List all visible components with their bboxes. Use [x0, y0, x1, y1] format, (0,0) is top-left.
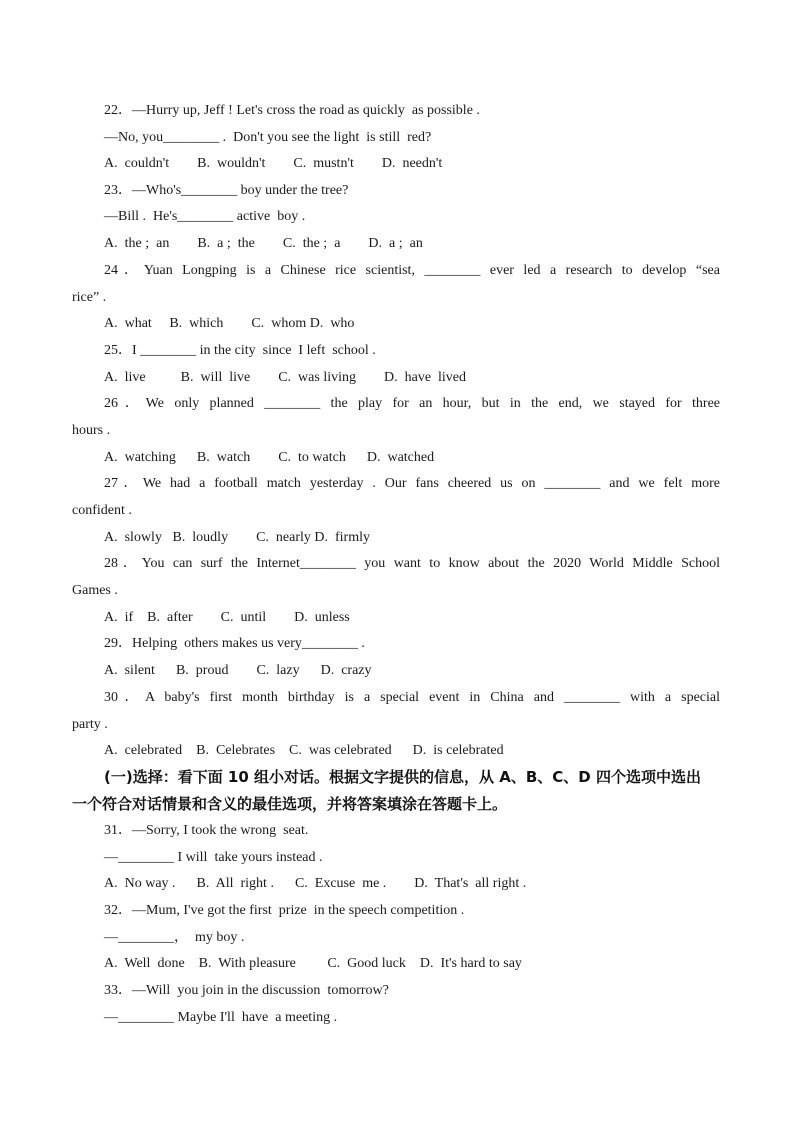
q23-reply: —Bill . He's________ active boy . — [104, 209, 306, 224]
q28-question: 28．You can surf the Internet________ you want to know about the 2020 World Middle School — [104, 556, 720, 571]
q23-options: A. the ; an B. a ; the C. the ; a D. a ; an — [104, 236, 423, 251]
q32-question: 32．—Mum, I've got the first prize in the speech competition . — [104, 903, 465, 918]
q24-options: A. what B. which C. whom D. who — [104, 316, 355, 331]
q33-reply: —________ Maybe I'll have a meeting . — [104, 1010, 338, 1025]
q30-question: 30．A baby's first month birthday is a special event in China and ________ with a special — [104, 690, 720, 705]
q32-reply: —________， my boy . — [104, 930, 245, 945]
q29-options: A. silent B. proud C. lazy D. crazy — [104, 663, 372, 678]
q31-reply: —________ I will take yours instead . — [104, 850, 323, 865]
q32-options: A. Well done B. With pleasure C. Good luck D. It's hard to say — [104, 956, 522, 971]
q28-options: A. if B. after C. until D. unless — [104, 610, 350, 625]
q22-reply: —No, you________ . Don't you see the light is still red? — [104, 130, 432, 145]
q27-question: 27．We had a football match yesterday . Our fans cheered us on ________ and we felt more — [104, 476, 720, 491]
q25-options: A. live B. will live C. was living D. have lived — [104, 370, 467, 385]
q26-options: A. watching B. watch C. to watch D. watched — [104, 450, 435, 465]
q30-options: A. celebrated B. Celebrates C. was celebrated D. is celebrated — [104, 743, 504, 758]
q31-question: 31．—Sorry, I took the wrong seat. — [104, 823, 309, 838]
q23-question: 23．—Who's________ boy under the tree? — [104, 183, 349, 198]
q24-question-cont: rice” . — [72, 290, 107, 305]
q26-question-cont: hours . — [72, 423, 111, 438]
q29-question: 29．Helping others makes us very________ . — [104, 636, 365, 651]
q27-options: A. slowly B. loudly C. nearly D. firmly — [104, 530, 370, 545]
q33-question: 33．—Will you join in the discussion tomorrow? — [104, 983, 389, 998]
q22-options: A. couldn't B. wouldn't C. mustn't D. needn't — [104, 156, 443, 171]
q27-question-cont: confident . — [72, 503, 132, 518]
q25-question: 25．I ________ in the city since I left school . — [104, 343, 376, 358]
q24-question: 24．Yuan Longping is a Chinese rice scientist, ________ ever led a research to develop “sea — [104, 263, 720, 278]
q22-question: 22．—Hurry up, Jeff ! Let's cross the road as quickly as possible . — [104, 103, 480, 118]
q28-question-cont: Games . — [72, 583, 118, 598]
q31-options: A. No way . B. All right . C. Excuse me . D. That's all right . — [104, 876, 527, 891]
section-heading-line1: (一)选择：看下面 10 组小对话。根据文字提供的信息，从 A、B、C、D 四个选项中选出 — [104, 768, 701, 786]
q26-question: 26．We only planned ________ the play for an hour, but in the end, we stayed for three — [104, 396, 720, 411]
q30-question-cont: party . — [72, 717, 108, 732]
section-heading-line2: 一个符合对话情景和含义的最佳选项，并将答案填涂在答题卡上。 — [72, 795, 508, 813]
